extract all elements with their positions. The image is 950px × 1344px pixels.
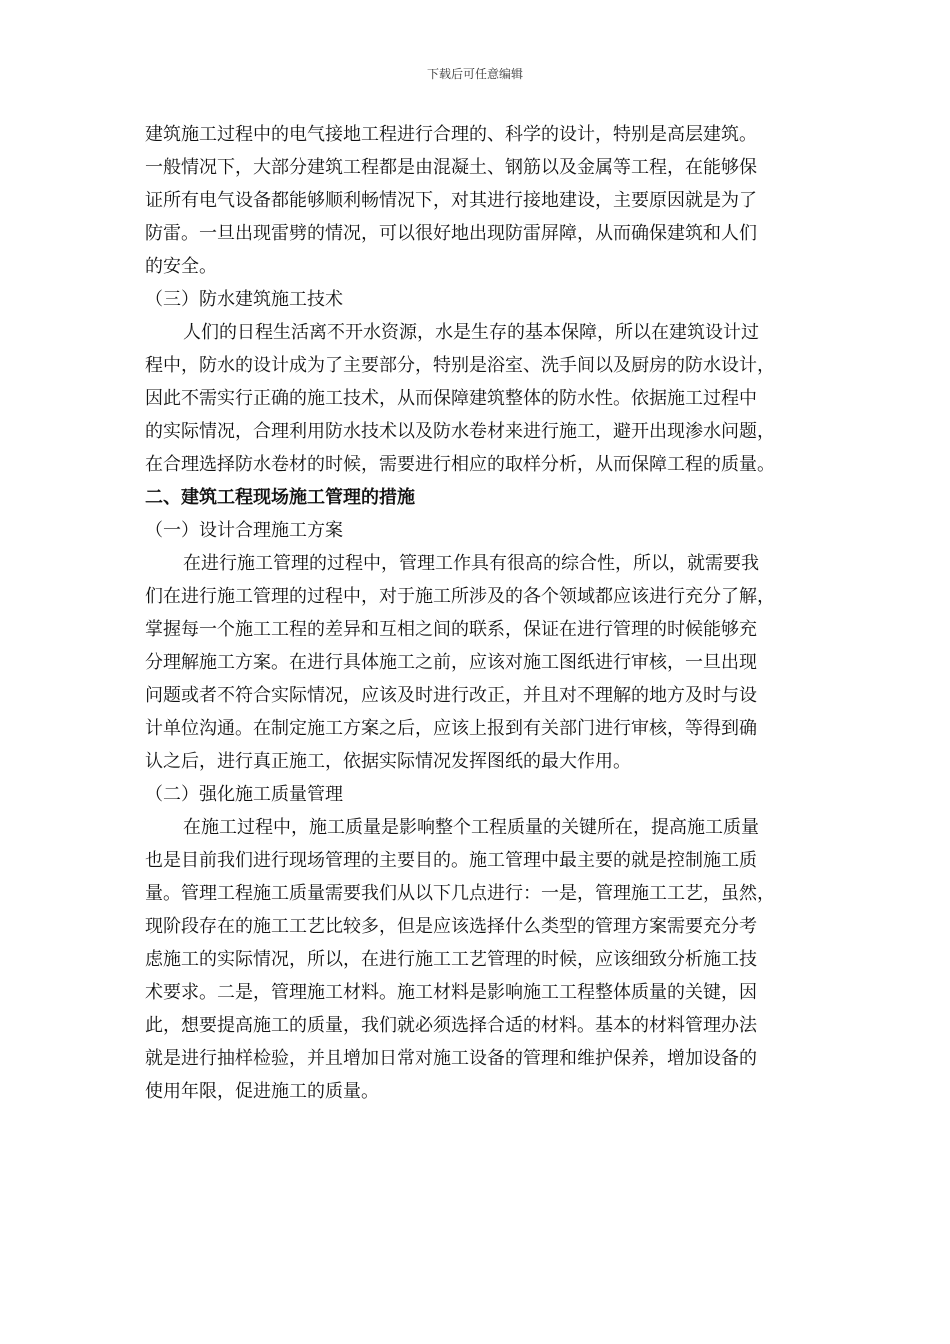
- text-line: （三）防水建筑施工技术: [145, 289, 343, 310]
- text-line: 术要求。二是，管理施工材料。施工材料是影响施工工程整体质量的关键，因: [145, 982, 757, 1003]
- document-body: [145, 118, 810, 1108]
- page-header: 下载后可任意编辑: [426, 67, 523, 81]
- text-line: 掌握每一个施工工程的差异和互相之间的联系，保证在进行管理的时候能够充: [145, 619, 757, 640]
- text-line: 证所有电气设备都能够顺利畅情况下，对其进行接地建设，主要原因就是为了: [145, 190, 757, 211]
- text-line: 的安全。: [145, 256, 217, 277]
- text-line: 因此不需实行正确的施工技术，从而保障建筑整体的防水性。依据施工过程中: [145, 388, 757, 409]
- text-line: 防雷。一旦出现雷劈的情况，可以很好地出现防雷屏障，从而确保建筑和人们: [145, 223, 757, 244]
- text-line: 就是进行抽样检验，并且增加日常对施工设备的管理和维护保养，增加设备的: [145, 1048, 757, 1069]
- text-line: 建筑施工过程中的电气接地工程进行合理的、科学的设计，特别是高层建筑。: [145, 124, 757, 145]
- text-line: 使用年限，促进施工的质量。: [145, 1081, 379, 1102]
- text-line: 也是目前我们进行现场管理的主要目的。施工管理中最主要的就是控制施工质: [145, 850, 757, 871]
- text-line: 们在进行施工管理的过程中，对于施工所涉及的各个领域都应该进行充分了解，: [145, 586, 775, 607]
- text-line: 程中，防水的设计成为了主要部分，特别是浴室、洗手间以及厨房的防水设计，: [145, 355, 775, 376]
- text-line: 在施工过程中，施工质量是影响整个工程质量的关键所在，提高施工质量: [183, 817, 759, 838]
- text-line: 认之后，进行真正施工，依据实际情况发挥图纸的最大作用。: [145, 751, 631, 772]
- text-line: 此，想要提高施工的质量，我们就必须选择合适的材料。基本的材料管理办法: [145, 1015, 757, 1036]
- text-line: 分理解施工方案。在进行具体施工之前，应该对施工图纸进行审核，一旦出现: [145, 652, 757, 673]
- text-line: 计单位沟通。在制定施工方案之后，应该上报到有关部门进行审核，等得到确: [145, 718, 757, 739]
- text-line: （一）设计合理施工方案: [145, 520, 343, 541]
- text-line: 现阶段存在的施工工艺比较多，但是应该选择什么类型的管理方案需要充分考: [145, 916, 757, 937]
- text-line: 量。管理工程施工质量需要我们从以下几点进行：一是，管理施工工艺，虽然，: [145, 883, 775, 904]
- text-line: 问题或者不符合实际情况，应该及时进行改正，并且对不理解的地方及时与设: [145, 685, 757, 706]
- text-line: 一般情况下，大部分建筑工程都是由混凝土、钢筋以及金属等工程，在能够保: [145, 157, 757, 178]
- text-line: （二）强化施工质量管理: [145, 784, 343, 805]
- text-line: 在合理选择防水卷材的时候，需要进行相应的取样分析，从而保障工程的质量。: [145, 454, 775, 475]
- text-line: 虑施工的实际情况，所以，在进行施工工艺管理的时候，应该细致分析施工技: [145, 949, 757, 970]
- section-heading: 二、建筑工程现场施工管理的措施: [145, 487, 415, 508]
- text-line: 人们的日程生活离不开水资源，水是生存的基本保障，所以在建筑设计过: [183, 322, 759, 343]
- text-line: 在进行施工管理的过程中，管理工作具有很高的综合性，所以，就需要我: [183, 553, 759, 574]
- text-line: 的实际情况，合理利用防水技术以及防水卷材来进行施工，避开出现渗水问题，: [145, 421, 775, 442]
